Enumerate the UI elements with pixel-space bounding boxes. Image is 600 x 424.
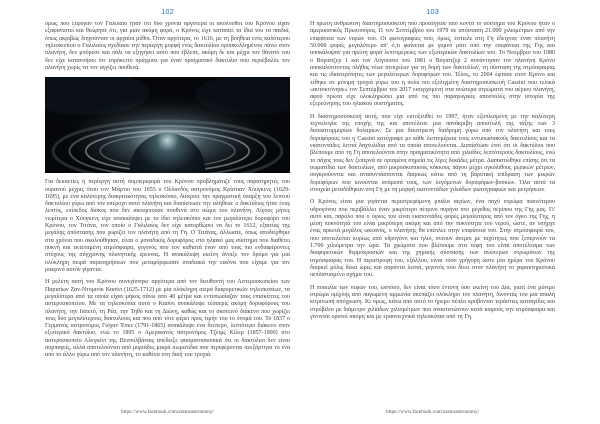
page-number-right: 103 <box>426 7 439 16</box>
body-paragraph: Η πρώτη ανθρώπινη διαστημοσυσκευή που προσέγγισε από κοντά το σύστημα του Κρόνου ήταν ο αμερικανικός Πρωτοπόρος 11 τον Σεπτέμβριο του 1979 σε απόσταση 21.000 χιλιομέτρων από την επιφάνεια των νεφών του. Οι φωτογραφίες που, όμως, έστειλε στη Γη έδειχναν έναν πλανήτη 50.000 φορές μεγαλύτερο απ' ό,τι φαίνεται με γυμνό μάτι από την επιφάνεια της Γης και αποκάλυψαν για πρώτη φορά λεπτομέρειες των εξωτερικών δακτυλίων του. Το Νοέμβριο του 1980 ο Βόγιατζερ 1 και τον Αύγουστο του 1981 ο Βόγιατζερ 2 συνάντησαν τον πλανήτη Κρόνο αποκαλύπτοντας πλήθος νέων στοιχείων για τη δομή των δακτυλίων, τη σύσταση της ατμόσφαιρας και τις ιδιαιτερότητες των μεγαλύτερων δορυφόρων του. Τέλος, το 2004 έφτασε στον Κρόνο και τέθηκε σε μόνιμη τροχιά γύρω του η πολύ πιο εξελιγμένη διαστημοσυσκευή Cassini που τελικά «αυτοκτόνησε» τον Σεπτέμβριο του 2017 εισερχόμενη στα ανώτερα στρώματα του αέριου πλανήτη, αφού πρώτα είχε ολοκληρώσει μια από τις πιο παραγωγικές αποστολές στην ιστορία της εξερεύνησης του ηλιακού συστήματος. <box>310 21 555 108</box>
page-left-body <box>45 21 290 406</box>
body-paragraph: Η διαστημοσυσκευή αυτή, που είχε εκτοξευθεί το 1997, ήταν εξοπλισμένη με την καλύτερη τεχνολογία της εποχής της και αποτέλεσε μια πανάκριβη αποστολή της τάξης των 3 δισεκατομμυρίων δολαρίων. Σε μια δεκατριετή διαδρομή γύρω από τον πλανήτη και τους δορυφόρους του η Cassini κατέγραψε με κάθε λεπτομέρεια τους εντυπωσιακούς δακτυλίους και τα εκατοντάδες λεπτά δαχτυλίδια από τα οποία αποτελούνται. Διαπίστωσε έτσι ότι οι δακτύλιοι που βλέπουμε από τη Γη αποτελούνται στην πραγματικότητα από χιλιάδες λεπτότερους δακτυλίους, ενώ το πάχος τους δεν ξεπερνά σε ορισμένα σημεία τις λίγες δεκάδες μέτρα. Διαπιστώθηκε επίσης ότι τα σωματίδια των δακτυλίων, από μικροσκοπικούς κόκκους πάγου μέχρι ογκόλιθους μερικών μέτρων, συγκρούονται και ανασυντάσσονται διαρκώς κάτω από τη βαρυτική επίδραση των μικρών δορυφόρων που κινούνται ανάμεσά τους, των λεγόμενων δορυφόρων-βοσκών. Όλα αυτά τα στοιχεία μεταδόθηκαν στη Γη με τη μορφή εκατοντάδων χιλιάδων φωτογραφιών και μετρήσεων. <box>310 113 555 193</box>
body-paragraph: Η μελέτη αυτή του Κρόνου συνεχίστηκε αργότερα από τον διευθυντή του Αστεροσκοπείου των Παρισίων Ζαν-Ντομινίκ Κασίνι (1625-1712) με μία ολόκληρη σειρά διαφορετικών τηλεσκοπίων, τα μεγαλύτερα από τα οποία είχαν μήκος πάνω από 40 μέτρα και εντυπωσίαζαν τους επισκέπτες του αστεροσκοπείου. Με τα τηλεσκόπια αυτά ο Κασίνι ανακάλυψε τέσσερις ακόμη δορυφόρους του πλανήτη, την Ιαπετό, τη Ρέα, την Τηθύ και τη Διώνη, καθώς και το σκοτεινό διάκενο που χωρίζει τους δύο μεγαλύτερους δακτυλίους και που από τότε φέρει προς τιμήν του το όνομά του. Το 1837 ο Γερμανός αστρονόμος Γιόχαν Ένκε (1791-1865) ανακάλυψε ένα δεύτερο, λεπτότερο διάκενο στον εξωτερικό δακτύλιο, ενώ το 1895 ο Αμερικανός αστρονόμος Τζέιμς Κίλερ (1857-1900) στο αστεροσκοπείο Αλεγκένι της Πενσυλβάνιας απέδειξε φασματοσκοπικά ότι οι δακτύλιοι δεν είναι συμπαγείς, αλλά αποτελούνται από μυριάδες μικρά σωματίδια που περιφέρονται ανεξάρτητα το ένα από το άλλο γύρω από τον πλανήτη, το καθένα στη δική του τροχιά. <box>45 279 290 359</box>
page-number-left: 102 <box>161 7 174 16</box>
body-paragraph: Για δεκαετίες η περίεργη αυτή συμπεριφορά του Κρόνου προβλημάτιζε τους παρατηρητές του ουρανού μέχρις ότου τον Μάρτιο του 1655 ο Ολλανδός αστρονόμος Κρίστιαν Χόυγκενς (1629-1695), με ένα καλύτερης διακριτικότητας τηλεσκόπιο, διέκρινε την πραγματική ύπαρξη του λεπτού δακτυλίου γύρω από τον υπέροχο αυτό πλανήτη και διαπίστωσε την αλήθεια: ο δακτύλιος ήταν ένας λεπτός, επίπεδος δίσκος που δεν ακουμπούσε πουθενά στο σώμα του πλανήτη. Λίγους μήνες νωρίτερα ο Χόυγκενς είχε ανακαλύψει με το ίδιο τηλεσκόπιο και τον μεγαλύτερο δορυφόρο του Κρόνου, τον Τιτάνα, τον οποίο ο Γαλιλαίος δεν είχε κατορθώσει να δει το 1612, εξαιτίας της μεγάλης απόστασης που χωρίζει τον πλανήτη από τη Γη. Ο Τιτάνας, άλλωστε, όπως αποδείχθηκε στα χρόνια που ακολούθησαν, είναι ο μοναδικός δορυφόρος στο ηλιακό μας σύστημα που διαθέτει πυκνή και εκτεταμένη ατμόσφαιρα, γεγονός που τον καθιστά έναν από τους πιο ενδιαφέροντες στόχους της σύγχρονης πλανητικής έρευνας. Η ανακάλυψη εκείνη άνοιξε τον δρόμο για μια ολόκληρη σειρά παρατηρήσεων που μεταμόρφωσαν σταδιακά την εικόνα που είχαμε για τον μακρινό αυτόν γίγαντα. <box>45 179 290 273</box>
page-right-body <box>310 21 555 406</box>
footer-url: https://www.facebook.com/aratosastronomy/ <box>385 409 480 415</box>
footer-url: https://www.facebook.com/aratosastronomy/ <box>120 409 215 415</box>
body-paragraph: Ο Κρόνος είναι μια γιγάντια περιστρεφόμενη μπάλα αερίων, ένα παχύ στρώμα πυκνότερου υδρογόνου που περιβάλλει έναν μικρότερο πέτρινο πυρήνα στο μέγεθος περίπου της Γης μας. Γι' αυτό και, παρόλο που ο όγκος του είναι εκατοντάδες φορές μεγαλύτερος από τον όγκο της Γης, η μέση πυκνότητά του είναι μικρότερη ακόμη και από την πυκνότητα του νερού, ώστε, αν υπήρχε ένας αρκετά μεγάλος ωκεανός, ο πλανήτης θα επέπλεε στην επιφάνειά του. Στην ατμόσφαιρά του, που αποτελείται κυρίως από υδρογόνο και ήλιο, πνέουν άνεμοι με ταχύτητες που ξεπερνούν τα 1.700 χιλιόμετρα την ώρα. Τα χρώματα που βλέπουμε στα νέφη του είναι αποτέλεσμα των διαφορετικών θερμοκρασιών και της χημικής σύστασης των ανώτερων στρωμάτων της ατμόσφαιράς του. Η περιστροφή του, εξάλλου, είναι τόσο γρήγορη ώστε μία ημέρα του Κρόνου διαρκεί μόλις δέκα ώρες και σαράντα λεπτά, γεγονός που δίνει στον πλανήτη το χαρακτηριστικά πεπλατυσμένο σχήμα του. <box>310 199 555 279</box>
page-right <box>300 0 600 424</box>
body-paragraph: όμως που ξέφυγαν τον Γαλιλαίο ήταν ότι δύο χρόνια αργότερα οι ακόλουθοι του Κρόνου είχαν εξαφανιστεί και θεώρησε ότι, για μιαν ακόμη φορά, ο Κρόνος είχε καταπιεί τα ίδια του τα παιδιά, όπως ακριβώς διηγούνταν οι αρχαίοι μύθοι. Όταν αργότερα, το 1616, με τη βοήθεια ενός καλύτερου τηλεσκοπίου ο Γαλιλαίος σχεδίασε την περίεργη μορφή ενός δακτυλίου προσκολλημένου πάνω στον πλανήτη, δεν μπόρεσε και πάλι να εξηγήσει αυτό που έβλεπε, ακόμη δε και μέχρι τον θάνατό του δεν είχε κατανοήσει ότι επρόκειτο πράγματι για έναν πραγματικό δακτύλιο που περιέβαλλε τον πλανήτη χωρίς να τον αγγίζει πουθενά. <box>45 21 290 71</box>
saturn-image <box>45 77 290 173</box>
body-paragraph: Η ποικιλία των νεφών του, ωστόσο, δεν είναι τόσο έντονη όσο εκείνη του Δία, γιατί ένα μόνιμο στρώμα ομίχλης από παγωμένη αμμωνία σκεπάζει ολόκληρο τον πλανήτη, δίνοντάς του μια απαλή κιτρινωπή απόχρωση. Κι όμως, κάτω από αυτό το ήρεμο πέπλο κρύβονται τεράστιες καταιγίδες και στρόβιλοι με διάμετρο χιλιάδων χιλιομέτρων που αναστατώνουν κατά καιρούς την ατμόσφαιρα και γίνονται ορατοί ακόμη και με ερασιτεχνικά τηλεσκόπια από τη Γη. <box>310 284 555 320</box>
